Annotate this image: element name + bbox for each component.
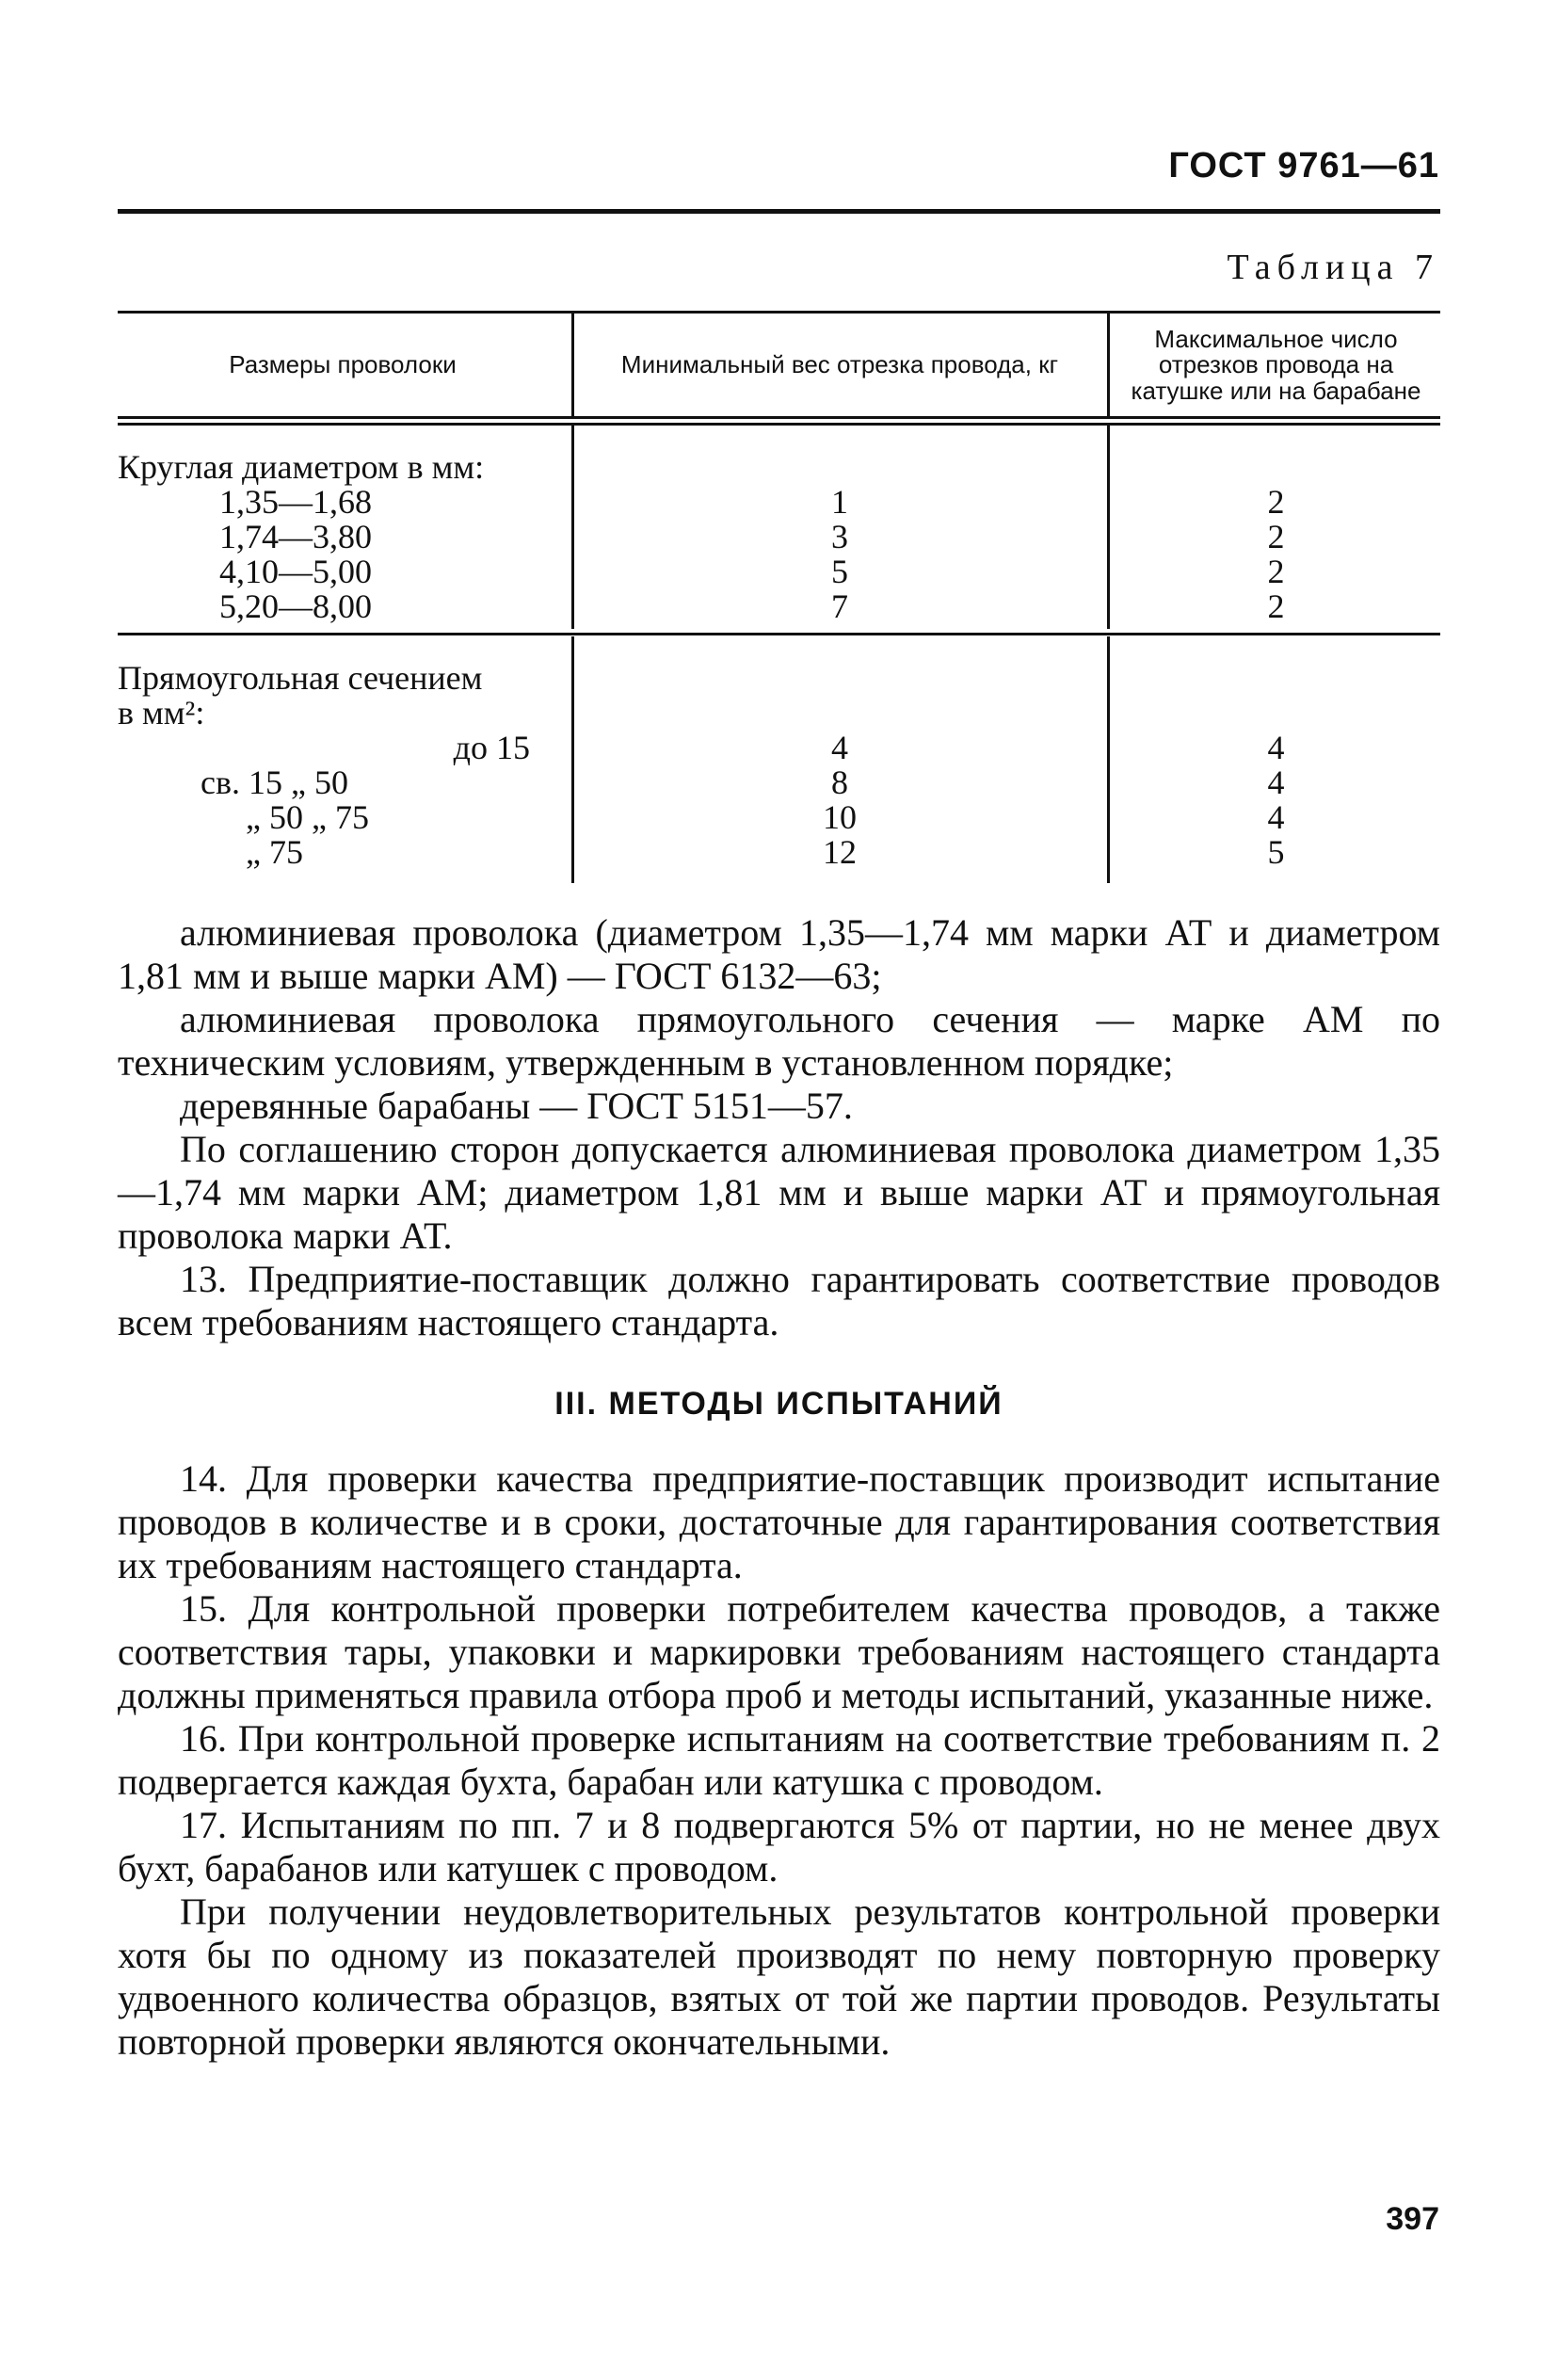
rect-size: „ 50 „ 75	[246, 798, 369, 836]
header-min-weight: Минимальный вес отрезка провода, кг	[620, 350, 1059, 379]
round-max-pieces: 2	[1267, 553, 1285, 590]
round-min-weight: 3	[831, 518, 848, 555]
wire-size-table	[118, 311, 1440, 883]
header-bottom-rule-1	[118, 416, 1440, 419]
standard-code: ГОСТ 9761—61	[1168, 146, 1439, 185]
rect-min-weight: 12	[823, 833, 857, 871]
paragraph: 14. Для проверки качества предприятие-поставщик производит испытание проводов в количестве и в сроки, достаточные для гарантирования соответствия их требованиям настоящего стандарта.	[118, 1457, 1440, 1586]
test-methods-text	[118, 1457, 1440, 2064]
rect-label-line1: Прямоугольная сечением	[118, 659, 483, 697]
round-sizes	[219, 485, 372, 624]
round-min-weight-column	[576, 485, 1103, 624]
paragraph: 17. Испытаниям по пп. 7 и 8 подвергаются 5% от партии, но не менее двух бухт, барабанов или катушек с проводом.	[118, 1804, 1440, 1890]
paragraph: алюминиевая проволока прямоугольного сечения — марке АМ по техническим условиям, утвержденным в установленном порядке;	[118, 998, 1440, 1084]
rect-max-pieces: 5	[1267, 833, 1285, 871]
round-size: 5,20—8,00	[219, 587, 372, 625]
rect-min-weight-column	[576, 731, 1103, 870]
rect-max-pieces-column	[1112, 731, 1440, 870]
round-max-pieces: 2	[1267, 518, 1285, 555]
round-max-pieces-column	[1112, 485, 1440, 624]
rect-label-line2: в мм²:	[118, 694, 205, 732]
round-max-pieces: 2	[1267, 483, 1285, 521]
table-top-rule	[118, 311, 1440, 314]
round-min-weight: 5	[831, 553, 848, 590]
paragraph: При получении неудовлетворительных результатов контрольной проверки хотя бы по одному из показателей производят по нему повторную проверку удвоенного количества образцов, взятых от той же партии проводов. Результаты повторной проверки являются окончательными.	[118, 1890, 1440, 2063]
section-title: III. МЕТОДЫ ИСПЫТАНИЙ	[554, 1386, 1003, 1422]
rect-group	[118, 661, 1440, 877]
rect-size: до 15	[453, 729, 530, 766]
paragraph: По соглашению сторон допускается алюминиевая проволока диаметром 1,35—1,74 мм марки АМ; диаметром 1,81 мм и выше марки АТ и прямоугольная проволока марки АТ.	[118, 1128, 1440, 1257]
round-max-pieces: 2	[1267, 587, 1285, 625]
round-min-weight: 1	[831, 483, 848, 521]
header-max-pieces: Максимальное число отрезков провода на катушке или на барабане	[1131, 325, 1421, 405]
header-vline-1	[571, 311, 574, 416]
paragraph: 16. При контрольной проверке испытаниям на соответствие требованиям п. 2 подвергается каждая бухта, барабан или катушка с проводом.	[118, 1717, 1440, 1803]
header-bottom-rule-2	[118, 423, 1440, 426]
header-rule	[118, 209, 1440, 214]
header-vline-2	[1107, 311, 1110, 416]
round-size: 4,10—5,00	[219, 553, 372, 590]
rect-min-weight: 8	[831, 764, 848, 801]
round-label: Круглая диаметром в мм:	[118, 448, 485, 486]
paragraph: 15. Для контрольной проверки потребителем качества проводов, а также соответствия тары, упаковки и маркировки требованиям настоящего стандарта должны применяться правила отбора проб и методы испытаний, указанные ниже.	[118, 1587, 1440, 1716]
table-caption: Таблица 7	[1227, 248, 1439, 287]
paragraph: 13. Предприятие-поставщик должно гарантировать соответствие проводов всем требованиям настоящего стандарта.	[118, 1258, 1440, 1343]
rect-min-weight: 10	[823, 798, 857, 836]
round-size: 1,35—1,68	[219, 483, 372, 521]
header-wire-size: Размеры проволоки	[229, 350, 457, 379]
rect-min-weight: 4	[831, 729, 848, 766]
group-divider-rule	[118, 633, 1440, 635]
paragraph: алюминиевая проволока (диаметром 1,35—1,74 мм марки АТ и диаметром 1,81 мм и выше марки АМ) — ГОСТ 6132—63;	[118, 911, 1440, 997]
rect-size: „ 75	[246, 833, 303, 871]
round-size: 1,74—3,80	[219, 518, 372, 555]
rect-max-pieces: 4	[1267, 798, 1285, 836]
requirements-text	[118, 911, 1440, 1344]
rect-size: св. 15 „ 50	[201, 764, 348, 801]
rect-max-pieces: 4	[1267, 729, 1285, 766]
page-number: 397	[1386, 2201, 1439, 2237]
round-min-weight: 7	[831, 587, 848, 625]
rect-sizes	[182, 731, 530, 870]
rect-max-pieces: 4	[1267, 764, 1285, 801]
paragraph: деревянные барабаны — ГОСТ 5151—57.	[180, 1085, 853, 1127]
round-group	[118, 448, 1440, 625]
